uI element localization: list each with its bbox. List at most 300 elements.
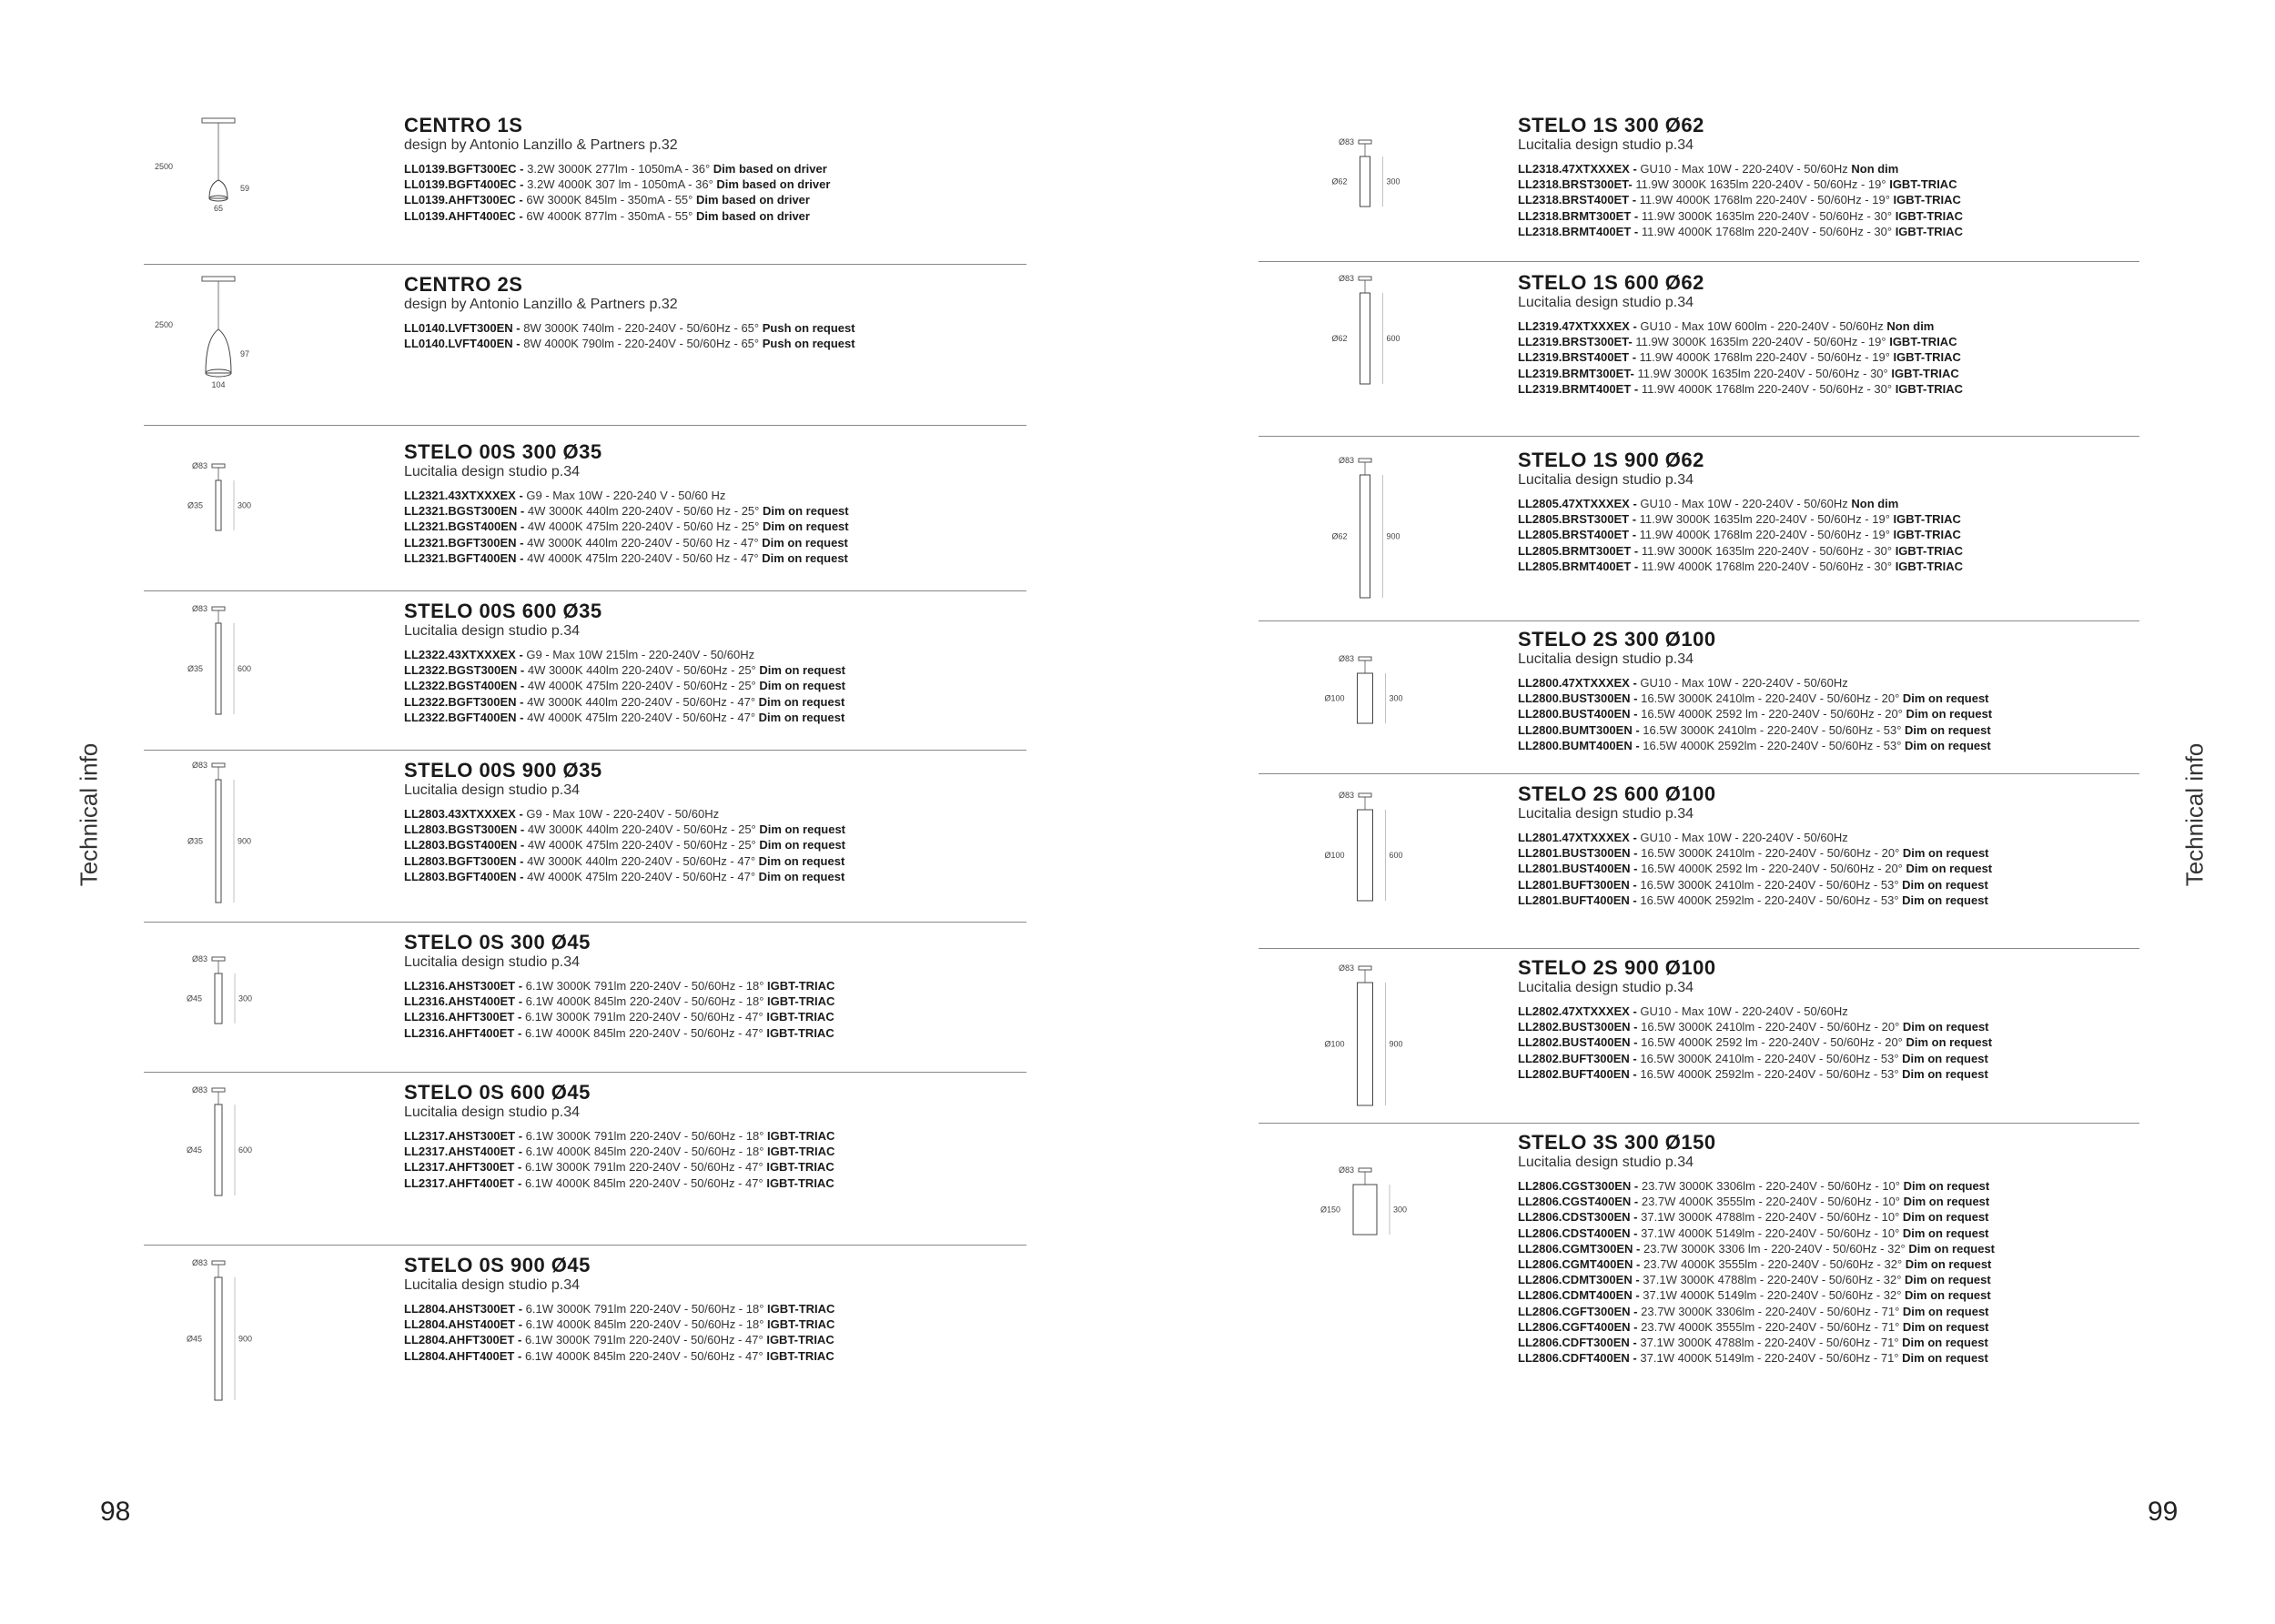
product-designer: Lucitalia design studio p.34 bbox=[1518, 651, 1694, 667]
dimming-note: Dim based on driver bbox=[695, 208, 810, 223]
article-code: LL2806.CDST300EN - bbox=[1518, 1210, 1638, 1225]
dimming-note: IGBT-TRIAC bbox=[767, 1302, 835, 1316]
dimming-note: Dim on request bbox=[1906, 862, 1993, 876]
ceiling-rose bbox=[1359, 1168, 1371, 1172]
spec-line bbox=[404, 550, 849, 566]
product-designer: Lucitalia design studio p.34 bbox=[404, 1105, 581, 1120]
section-divider bbox=[1259, 261, 2139, 262]
body-diameter-label: Ø62 bbox=[1331, 531, 1348, 541]
spec-line bbox=[1518, 1194, 1995, 1209]
article-code: LL0139.BGFT400EC - bbox=[404, 177, 524, 192]
product-title: STELO 1S 900 Ø62 bbox=[1518, 449, 1704, 471]
spec-description: 6.1W 3000K 791lm 220-240V - 50/60Hz - 47° bbox=[524, 1333, 763, 1347]
spec-line bbox=[1518, 177, 1963, 192]
length-label: 900 bbox=[238, 1334, 253, 1344]
spec-line bbox=[1518, 1287, 1995, 1303]
article-code: LL2322.BGST300EN - bbox=[404, 663, 525, 678]
article-code: LL2800.BUST300EN - bbox=[1518, 691, 1638, 706]
dimming-note: Dim on request bbox=[759, 838, 845, 852]
technical-drawing bbox=[136, 116, 300, 276]
spec-list bbox=[404, 647, 845, 725]
spec-line bbox=[404, 519, 849, 534]
spec-description: GU10 - Max 10W 600lm - 220-240V - 50/60Hz bbox=[1640, 319, 1884, 333]
article-code: LL2319.BRMT400ET - bbox=[1518, 381, 1639, 396]
spec-line bbox=[1518, 527, 1963, 542]
article-code: LL2322.BGST400EN - bbox=[404, 679, 525, 693]
spec-description: 16.5W 3000K 2410lm - 220-240V - 50/60Hz - 20° bbox=[1641, 846, 1900, 861]
dimming-note: Dim on request bbox=[758, 853, 845, 868]
spec-description: 4W 4000K 475lm 220-240V - 50/60 Hz - 25° bbox=[527, 519, 760, 534]
spec-line bbox=[1518, 877, 1992, 893]
spec-description: 37.1W 3000K 4788lm - 220-240V - 50/60Hz - 32° bbox=[1643, 1273, 1902, 1287]
product-title: STELO 0S 300 Ø45 bbox=[404, 931, 591, 953]
dimming-note: IGBT-TRIAC bbox=[1889, 177, 1957, 192]
spec-description: 6.1W 4000K 845lm 220-240V - 50/60Hz - 47° bbox=[524, 1175, 763, 1190]
article-code: LL2322.BGFT400EN - bbox=[404, 710, 524, 724]
article-code: LL2806.CGFT400EN - bbox=[1518, 1319, 1638, 1334]
spec-description: 3.2W 3000K 277lm - 1050mA - 36° bbox=[527, 162, 711, 176]
spec-line bbox=[1518, 1019, 1992, 1034]
spec-line bbox=[1518, 861, 1992, 876]
top-diameter-label: Ø83 bbox=[191, 1258, 207, 1267]
ceiling-rose bbox=[212, 763, 225, 767]
spec-list bbox=[1518, 496, 1963, 574]
spec-list bbox=[1518, 830, 1992, 908]
dimming-note: Dim on request bbox=[1905, 722, 1991, 737]
product-designer: Lucitalia design studio p.34 bbox=[1518, 137, 1694, 153]
dimming-note: Dim on request bbox=[1905, 1288, 1991, 1303]
spec-description: 11.9W 3000K 1635lm 220-240V - 50/60Hz - 19° bbox=[1635, 177, 1886, 192]
top-diameter-label: Ø83 bbox=[191, 604, 207, 613]
spec-line bbox=[404, 320, 855, 336]
dimming-note: IGBT-TRIAC bbox=[1893, 512, 1961, 527]
section-divider bbox=[1259, 948, 2139, 949]
spec-description: 6.1W 3000K 791lm 220-240V - 50/60Hz - 47° bbox=[524, 1010, 763, 1024]
article-code: LL2803.BGFT300EN - bbox=[404, 853, 524, 868]
spec-description: 11.9W 3000K 1635lm 220-240V - 50/60Hz - 30° bbox=[1637, 366, 1888, 380]
dimming-note: IGBT-TRIAC bbox=[1893, 350, 1961, 365]
lamp-body bbox=[215, 1105, 222, 1195]
spec-line bbox=[404, 647, 845, 662]
lamp-body bbox=[1358, 810, 1373, 901]
length-label: 900 bbox=[1386, 531, 1400, 541]
dimming-note: Dim on request bbox=[1902, 691, 1989, 706]
article-code: LL2805.47XTXXXEX - bbox=[1518, 497, 1637, 510]
spec-line bbox=[1518, 192, 1963, 207]
lamp-shade bbox=[206, 329, 231, 373]
spec-description: 11.9W 4000K 1768lm 220-240V - 50/60Hz - 19° bbox=[1639, 528, 1890, 542]
top-diameter-label: Ø83 bbox=[1338, 791, 1354, 800]
spec-line bbox=[1518, 675, 1992, 691]
dimming-note: IGBT-TRIAC bbox=[1895, 208, 1964, 223]
spec-line bbox=[1518, 1304, 1995, 1319]
spec-description: 6W 4000K 877lm - 350mA - 55° bbox=[526, 208, 693, 223]
article-code: LL2321.BGFT400EN - bbox=[404, 550, 524, 565]
spec-line bbox=[1518, 1209, 1995, 1225]
lamp-body bbox=[216, 780, 221, 903]
spec-description: G9 - Max 10W - 220-240V - 50/60Hz bbox=[526, 807, 720, 821]
article-code: LL2316.AHFT300ET - bbox=[404, 1010, 522, 1024]
spec-line bbox=[1518, 559, 1963, 574]
length-label: 300 bbox=[1393, 1205, 1408, 1215]
spec-description: 16.5W 4000K 2592lm - 220-240V - 50/60Hz - 53° bbox=[1643, 738, 1902, 752]
spec-line bbox=[1518, 349, 1963, 365]
article-code: LL2801.BUFT400EN - bbox=[1518, 893, 1637, 907]
lamp-body bbox=[215, 1277, 222, 1400]
article-code: LL2806.CDMT300EN - bbox=[1518, 1273, 1640, 1287]
spec-line bbox=[1518, 1335, 1995, 1350]
spec-description: 8W 4000K 790lm - 220-240V - 50/60Hz - 65° bbox=[523, 337, 760, 351]
spec-description: 8W 3000K 740lm - 220-240V - 50/60Hz - 65° bbox=[523, 321, 760, 335]
lamp-body bbox=[215, 973, 222, 1024]
product-designer: Lucitalia design studio p.34 bbox=[1518, 980, 1694, 995]
spec-line bbox=[1518, 845, 1992, 861]
side-label-right: Technical info bbox=[2180, 742, 2209, 887]
dimming-note: Dim on request bbox=[1905, 738, 1991, 752]
spec-line bbox=[1518, 543, 1963, 559]
article-code: LL2801.BUST300EN - bbox=[1518, 846, 1638, 861]
spec-description: 37.1W 3000K 4788lm - 220-240V - 50/60Hz - 10° bbox=[1641, 1210, 1900, 1225]
length-label: 600 bbox=[1389, 851, 1403, 860]
product-title: CENTRO 2S bbox=[404, 273, 523, 296]
spec-list bbox=[404, 161, 830, 224]
shade-width-label: 65 bbox=[213, 204, 224, 213]
spec-description: 4W 3000K 440lm 220-240V - 50/60Hz - 25° bbox=[527, 822, 756, 837]
spec-list bbox=[404, 1301, 834, 1364]
product-title: STELO 1S 600 Ø62 bbox=[1518, 271, 1704, 294]
dimming-note: IGBT-TRIAC bbox=[766, 1333, 834, 1347]
side-label-left: Technical info bbox=[75, 742, 103, 887]
product-designer: Lucitalia design studio p.34 bbox=[404, 782, 581, 798]
article-code: LL2802.BUST400EN - bbox=[1518, 1035, 1638, 1050]
article-code: LL2317.AHFT300ET - bbox=[404, 1160, 522, 1175]
dimming-note: Dim on request bbox=[1902, 1304, 1989, 1318]
ceiling-rose bbox=[212, 464, 225, 468]
spec-description: 11.9W 4000K 1768lm 220-240V - 50/60Hz - 30° bbox=[1641, 381, 1893, 396]
length-label: 600 bbox=[1386, 334, 1400, 343]
dimming-note: Dim on request bbox=[1906, 707, 1993, 721]
spec-description: 16.5W 4000K 2592 lm - 220-240V - 50/60Hz - 20° bbox=[1641, 707, 1903, 721]
section-divider bbox=[144, 1245, 1026, 1246]
dimming-note: Dim based on driver bbox=[716, 177, 831, 192]
page-number-left: 98 bbox=[100, 1497, 131, 1527]
spec-line bbox=[1518, 1051, 1992, 1066]
article-code: LL2806.CGST300EN - bbox=[1518, 1179, 1639, 1193]
spec-description: 37.1W 4000K 5149lm - 220-240V - 50/60Hz - 71° bbox=[1640, 1351, 1899, 1366]
product-designer: design by Antonio Lanzillo & Partners p.32 bbox=[404, 137, 678, 153]
article-code: LL2317.AHST400ET - bbox=[404, 1145, 523, 1159]
dimming-note: IGBT-TRIAC bbox=[1895, 543, 1964, 558]
article-code: LL2800.47XTXXXEX - bbox=[1518, 676, 1637, 690]
spec-description: 6.1W 3000K 791lm 220-240V - 50/60Hz - 18° bbox=[525, 1302, 764, 1316]
spec-list bbox=[1518, 318, 1963, 397]
spec-line bbox=[404, 710, 845, 725]
technical-drawing bbox=[1283, 790, 1447, 949]
spec-line bbox=[1518, 738, 1992, 753]
spec-description: 4W 3000K 440lm 220-240V - 50/60 Hz - 47° bbox=[527, 535, 759, 550]
article-code: LL2806.CGMT300EN - bbox=[1518, 1241, 1641, 1256]
spec-description: 6.1W 3000K 791lm 220-240V - 50/60Hz - 47° bbox=[524, 1160, 763, 1175]
body-diameter-label: Ø35 bbox=[187, 836, 203, 846]
article-code: LL2803.BGST300EN - bbox=[404, 822, 525, 837]
body-diameter-label: Ø100 bbox=[1324, 693, 1345, 703]
spec-line bbox=[1518, 1004, 1992, 1019]
product-title: STELO 0S 600 Ø45 bbox=[404, 1081, 591, 1104]
spec-description: 11.9W 3000K 1635lm 220-240V - 50/60Hz - 30° bbox=[1641, 543, 1893, 558]
article-code: LL2805.BRST300ET - bbox=[1518, 512, 1637, 527]
dimming-note: Dim on request bbox=[762, 550, 848, 565]
body-diameter-label: Ø150 bbox=[1320, 1205, 1340, 1215]
article-code: LL2801.BUST400EN - bbox=[1518, 862, 1638, 876]
spec-description: 16.5W 3000K 2410lm - 220-240V - 50/60Hz - 53° bbox=[1643, 722, 1902, 737]
spec-line bbox=[1518, 722, 1992, 738]
body-diameter-label: Ø62 bbox=[1331, 177, 1348, 187]
length-label: 600 bbox=[238, 1145, 253, 1155]
technical-drawing bbox=[136, 275, 300, 434]
product-designer: Lucitalia design studio p.34 bbox=[404, 1277, 581, 1293]
spec-description: 11.9W 3000K 1635lm 220-240V - 50/60Hz - 19° bbox=[1635, 335, 1886, 349]
spec-line bbox=[1518, 381, 1963, 397]
spec-list bbox=[1518, 675, 1992, 753]
technical-drawing bbox=[136, 603, 300, 762]
section-divider bbox=[1259, 436, 2139, 437]
spec-description: GU10 - Max 10W - 220-240V - 50/60Hz bbox=[1640, 1004, 1848, 1018]
spec-description: GU10 - Max 10W - 220-240V - 50/60Hz bbox=[1640, 676, 1848, 690]
spec-line bbox=[404, 994, 834, 1009]
section-divider bbox=[144, 590, 1026, 591]
top-diameter-label: Ø83 bbox=[1338, 963, 1354, 973]
dimming-note: Dim on request bbox=[758, 694, 845, 709]
article-code: LL2804.AHST400ET - bbox=[404, 1317, 523, 1332]
article-code: LL2806.CDFT300EN - bbox=[1518, 1336, 1637, 1350]
height-label: 2500 bbox=[155, 320, 174, 329]
page-number-right: 99 bbox=[2148, 1497, 2179, 1527]
section-divider bbox=[1259, 1123, 2139, 1124]
dimming-note: Dim on request bbox=[759, 663, 845, 678]
dimming-note: Dim on request bbox=[762, 504, 849, 519]
spec-line bbox=[1518, 1241, 1995, 1256]
product-title: STELO 00S 900 Ø35 bbox=[404, 759, 602, 782]
article-code: LL2806.CDFT400EN - bbox=[1518, 1351, 1637, 1366]
spec-line bbox=[1518, 208, 1963, 224]
top-diameter-label: Ø83 bbox=[1338, 456, 1354, 465]
spec-description: 6.1W 4000K 845lm 220-240V - 50/60Hz - 47° bbox=[524, 1025, 763, 1040]
product-title: STELO 0S 900 Ø45 bbox=[404, 1254, 591, 1276]
product-title: STELO 00S 600 Ø35 bbox=[404, 600, 602, 622]
body-diameter-label: Ø35 bbox=[187, 664, 203, 673]
ceiling-rose bbox=[1359, 140, 1371, 144]
spec-line bbox=[404, 1128, 834, 1144]
article-code: LL2804.AHFT300ET - bbox=[404, 1333, 522, 1347]
article-code: LL2802.BUFT300EN - bbox=[1518, 1051, 1637, 1065]
technical-drawing bbox=[1283, 1165, 1447, 1324]
dimming-note: Dim on request bbox=[1902, 1226, 1989, 1240]
article-code: LL2803.BGFT400EN - bbox=[404, 869, 524, 883]
lamp-body bbox=[1358, 983, 1373, 1105]
spec-line bbox=[404, 869, 845, 884]
article-code: LL2321.BGST400EN - bbox=[404, 519, 525, 534]
product-designer: Lucitalia design studio p.34 bbox=[1518, 295, 1694, 310]
dimming-note: Dim on request bbox=[1906, 1035, 1993, 1050]
product-designer: Lucitalia design studio p.34 bbox=[1518, 1155, 1694, 1170]
product-designer: Lucitalia design studio p.34 bbox=[404, 954, 581, 970]
article-code: LL2803.43XTXXXEX - bbox=[404, 807, 523, 821]
spec-line bbox=[1518, 893, 1992, 908]
shade-height-label: 97 bbox=[240, 349, 250, 358]
dimming-note: Dim on request bbox=[1902, 877, 1988, 892]
spec-line bbox=[404, 1332, 834, 1347]
article-code: LL2322.BGFT300EN - bbox=[404, 694, 524, 709]
spec-line bbox=[404, 192, 830, 207]
product-title: STELO 1S 300 Ø62 bbox=[1518, 114, 1704, 136]
top-diameter-label: Ø83 bbox=[1338, 274, 1354, 283]
product-title: CENTRO 1S bbox=[404, 114, 523, 136]
spec-description: GU10 - Max 10W - 220-240V - 50/60Hz bbox=[1640, 162, 1848, 176]
shade-height-label: 59 bbox=[240, 184, 250, 193]
article-code: LL2800.BUST400EN - bbox=[1518, 707, 1638, 721]
dimming-note: IGBT-TRIAC bbox=[1893, 193, 1961, 207]
spec-description: 23.7W 3000K 3306lm - 220-240V - 50/60Hz - 71° bbox=[1641, 1304, 1900, 1318]
spec-line bbox=[404, 806, 845, 822]
dimming-note: Dim on request bbox=[1903, 1195, 1990, 1209]
spec-description: 3.2W 4000K 307 lm - 1050mA - 36° bbox=[527, 177, 713, 192]
article-code: LL2806.CDMT400EN - bbox=[1518, 1288, 1640, 1303]
dimming-note: Dim based on driver bbox=[695, 193, 810, 207]
length-label: 300 bbox=[1389, 693, 1403, 703]
top-diameter-label: Ø83 bbox=[191, 1085, 207, 1094]
article-code: LL2318.BRMT400ET - bbox=[1518, 224, 1639, 238]
section-divider bbox=[144, 425, 1026, 426]
article-code: LL2318.BRST300ET- bbox=[1518, 177, 1633, 192]
spec-line bbox=[1518, 830, 1992, 845]
lamp-body bbox=[1360, 475, 1370, 598]
article-code: LL2319.BRST400ET - bbox=[1518, 350, 1637, 365]
dimming-note: Non dim bbox=[1886, 319, 1935, 333]
article-code: LL2319.47XTXXXEX - bbox=[1518, 319, 1637, 333]
article-code: LL2802.47XTXXXEX - bbox=[1518, 1004, 1637, 1018]
spec-line bbox=[404, 1301, 834, 1316]
dimming-note: Dim on request bbox=[1908, 1241, 1996, 1256]
spec-line bbox=[404, 161, 830, 177]
spec-line bbox=[1518, 706, 1992, 721]
article-code: LL2317.AHST300ET - bbox=[404, 1129, 523, 1143]
dimming-note: IGBT-TRIAC bbox=[766, 1348, 834, 1363]
spec-description: 37.1W 4000K 5149lm - 220-240V - 50/60Hz - 32° bbox=[1643, 1288, 1902, 1303]
spec-line bbox=[1518, 366, 1963, 381]
spec-description: 11.9W 4000K 1768lm 220-240V - 50/60Hz - 30° bbox=[1641, 559, 1893, 573]
article-code: LL2804.AHFT400ET - bbox=[404, 1348, 522, 1363]
dimming-note: Dim on request bbox=[1902, 846, 1989, 861]
spec-description: 4W 3000K 440lm 220-240V - 50/60Hz - 47° bbox=[527, 694, 756, 709]
product-title: STELO 3S 300 Ø150 bbox=[1518, 1131, 1716, 1154]
spec-description: 4W 4000K 475lm 220-240V - 50/60 Hz - 47° bbox=[527, 550, 759, 565]
article-code: LL2321.BGFT300EN - bbox=[404, 535, 524, 550]
spec-line bbox=[1518, 691, 1992, 706]
dimming-note: Dim on request bbox=[758, 710, 845, 724]
article-code: LL2801.47XTXXXEX - bbox=[1518, 831, 1637, 844]
spec-line bbox=[404, 694, 845, 710]
article-code: LL2806.CGMT400EN - bbox=[1518, 1257, 1641, 1272]
dimming-note: Dim on request bbox=[1902, 1351, 1988, 1366]
spec-description: 4W 4000K 475lm 220-240V - 50/60Hz - 47° bbox=[527, 710, 756, 724]
body-diameter-label: Ø45 bbox=[186, 1334, 202, 1344]
spec-line bbox=[404, 678, 845, 693]
dimming-note: Dim on request bbox=[1902, 1020, 1989, 1034]
spec-list bbox=[404, 488, 849, 566]
dimming-note: Non dim bbox=[1851, 162, 1899, 176]
spec-list bbox=[1518, 161, 1963, 239]
top-diameter-label: Ø83 bbox=[1338, 137, 1354, 146]
spec-description: GU10 - Max 10W - 220-240V - 50/60Hz bbox=[1640, 831, 1848, 844]
spec-description: 6W 3000K 845lm - 350mA - 55° bbox=[526, 193, 693, 207]
technical-drawing bbox=[1283, 653, 1447, 812]
dimming-note: Push on request bbox=[762, 321, 855, 335]
ceiling-plate bbox=[202, 277, 235, 281]
lamp-body bbox=[1360, 293, 1370, 384]
article-code: LL2321.BGST300EN - bbox=[404, 504, 525, 519]
spec-line bbox=[1518, 318, 1963, 334]
spec-line bbox=[404, 837, 845, 852]
spec-line bbox=[404, 535, 849, 550]
dimming-note: IGBT-TRIAC bbox=[1895, 224, 1964, 238]
spec-description: 11.9W 4000K 1768lm 220-240V - 50/60Hz - 30° bbox=[1641, 224, 1893, 238]
ceiling-rose bbox=[1359, 277, 1371, 280]
spec-line bbox=[1518, 1350, 1995, 1366]
dimming-note: IGBT-TRIAC bbox=[767, 994, 835, 1009]
spec-line bbox=[404, 822, 845, 837]
article-code: LL0140.LVFT300EN - bbox=[404, 321, 521, 335]
spec-description: 16.5W 3000K 2410lm - 220-240V - 50/60Hz - 20° bbox=[1641, 1020, 1900, 1034]
dimming-note: IGBT-TRIAC bbox=[1895, 559, 1964, 573]
body-diameter-label: Ø35 bbox=[187, 500, 203, 510]
spec-description: 16.5W 3000K 2410lm - 220-240V - 50/60Hz - 53° bbox=[1640, 877, 1899, 892]
spec-description: 16.5W 4000K 2592 lm - 220-240V - 50/60Hz - 20° bbox=[1641, 1035, 1903, 1050]
spec-description: 4W 4000K 475lm 220-240V - 50/60Hz - 47° bbox=[527, 869, 756, 883]
article-code: LL2317.AHFT400ET - bbox=[404, 1175, 522, 1190]
ceiling-rose bbox=[212, 1088, 225, 1092]
spec-description: 6.1W 4000K 845lm 220-240V - 50/60Hz - 18° bbox=[525, 1145, 764, 1159]
dimming-note: IGBT-TRIAC bbox=[767, 979, 835, 993]
product-title: STELO 2S 600 Ø100 bbox=[1518, 782, 1716, 805]
spec-description: 11.9W 4000K 1768lm 220-240V - 50/60Hz - 19° bbox=[1639, 193, 1890, 207]
ceiling-rose bbox=[1359, 657, 1371, 661]
top-diameter-label: Ø83 bbox=[1338, 654, 1354, 663]
article-code: LL2805.BRST400ET - bbox=[1518, 528, 1637, 542]
article-code: LL0139.AHFT300EC - bbox=[404, 193, 523, 207]
article-code: LL2805.BRMT300ET - bbox=[1518, 543, 1639, 558]
length-label: 900 bbox=[238, 836, 252, 846]
dimming-note: Dim on request bbox=[759, 679, 845, 693]
top-diameter-label: Ø83 bbox=[191, 954, 207, 963]
dimming-note: Dim on request bbox=[1903, 1179, 1990, 1193]
spec-description: 37.1W 3000K 4788lm - 220-240V - 50/60Hz - 71° bbox=[1640, 1336, 1899, 1350]
spec-line bbox=[1518, 224, 1963, 239]
spec-line bbox=[404, 177, 830, 192]
section-divider bbox=[144, 922, 1026, 923]
spec-line bbox=[1518, 161, 1963, 177]
spec-line bbox=[404, 978, 834, 994]
spec-description: 4W 4000K 475lm 220-240V - 50/60Hz - 25° bbox=[527, 838, 756, 852]
lamp-body bbox=[216, 480, 221, 530]
product-title: STELO 2S 900 Ø100 bbox=[1518, 956, 1716, 979]
spec-description: 6.1W 4000K 845lm 220-240V - 50/60Hz - 47° bbox=[524, 1348, 763, 1363]
spec-description: GU10 - Max 10W - 220-240V - 50/60Hz bbox=[1640, 497, 1848, 510]
article-code: LL2801.BUFT300EN - bbox=[1518, 877, 1637, 892]
technical-drawing bbox=[1283, 963, 1447, 1122]
ceiling-rose bbox=[212, 1261, 225, 1265]
spec-line bbox=[1518, 1319, 1995, 1335]
spec-list bbox=[404, 320, 855, 351]
